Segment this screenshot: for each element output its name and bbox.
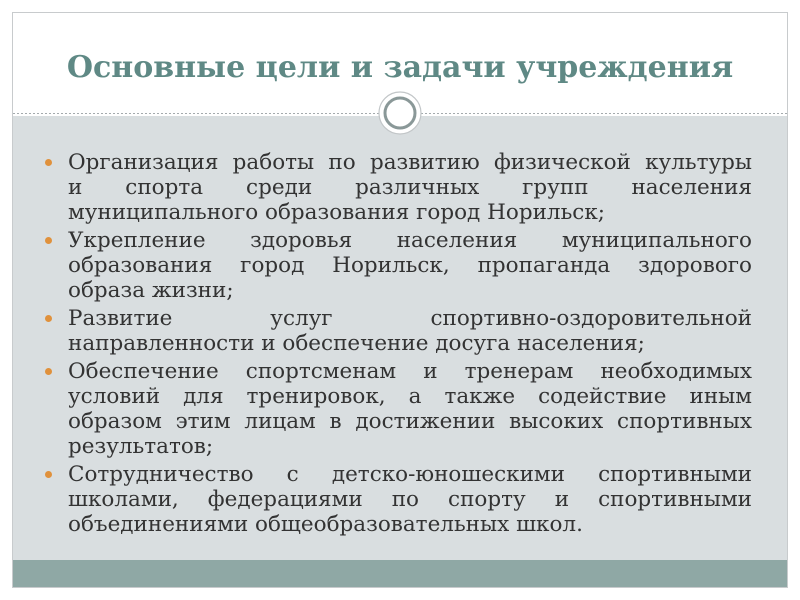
list-item: [68, 462, 752, 537]
ornament-inner-ring: [385, 98, 415, 128]
bullet-dot-icon: [45, 368, 52, 375]
list-item-line: муниципального образования город Норильск;: [68, 200, 605, 225]
list-item-line: Обеспечение спортсменам и тренерам необходимых: [68, 359, 752, 384]
list-item-line: Сотрудничество с детско-юношескими спортивными: [68, 462, 752, 487]
goals-list: [68, 150, 752, 540]
list-item-line: результатов;: [68, 434, 214, 459]
bullet-dot-icon: [45, 237, 52, 244]
slide-title: Основные цели и задачи учреждения: [66, 50, 734, 85]
ring-ornament-icon: [378, 91, 422, 135]
list-item-line: условий для тренировок, а также содействие иным: [68, 384, 752, 409]
list-item-line: Развитие услуг спортивно-оздоровительной: [68, 306, 752, 331]
list-item-line: и спорта среди различных групп населения: [68, 175, 752, 200]
footer-band: [13, 560, 787, 587]
list-item-line: объединениями общеобразовательных школ.: [68, 512, 583, 537]
list-item: [68, 306, 752, 356]
list-item: [68, 359, 752, 459]
list-item: [68, 228, 752, 303]
list-item-line: Организация работы по развитию физической культуры: [68, 150, 752, 175]
slide: [12, 12, 788, 588]
list-item-line: образа жизни;: [68, 278, 234, 303]
slide-body: [13, 116, 787, 560]
list-item-line: образом этим лицам в достижении высоких спортивных: [68, 409, 752, 434]
bullet-dot-icon: [45, 315, 52, 322]
bullet-dot-icon: [45, 471, 52, 478]
list-item-line: школами, федерациями по спорту и спортивными: [68, 487, 752, 512]
list-item-line: образования город Норильск, пропаганда здорового: [68, 253, 752, 278]
bullet-dot-icon: [45, 159, 52, 166]
list-item-line: направленности и обеспечение досуга населения;: [68, 331, 645, 356]
ring-ornament-graphic: [378, 91, 422, 135]
list-item-line: Укрепление здоровья населения муниципального: [68, 228, 752, 253]
list-item: [68, 150, 752, 225]
